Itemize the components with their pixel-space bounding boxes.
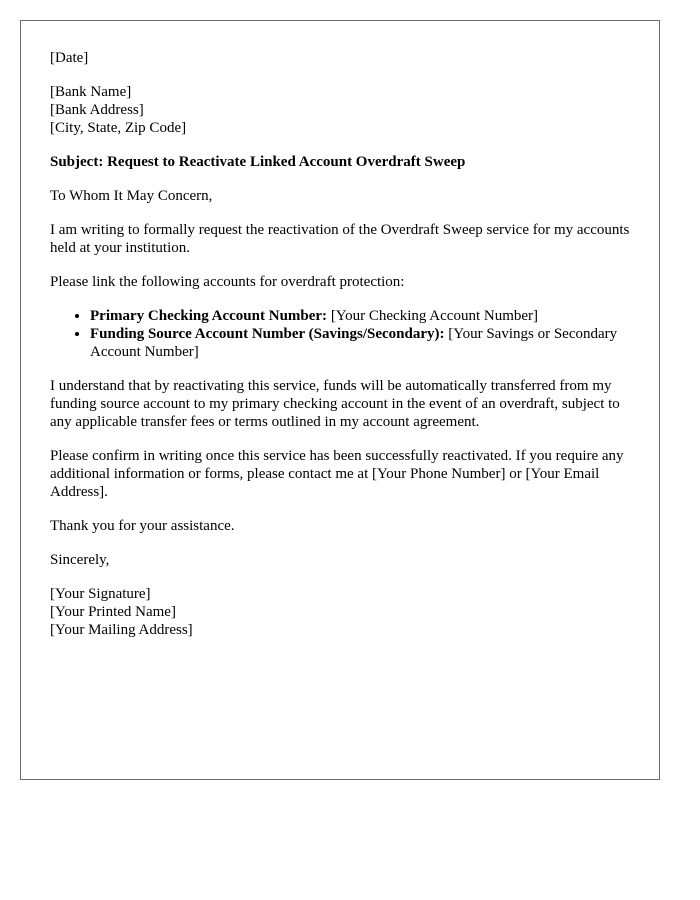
account-label-funding: Funding Source Account Number (Savings/Secondary): [90, 326, 445, 342]
salutation: To Whom It May Concern, [50, 188, 213, 204]
paragraph-request: I am writing to formally request the reactivation of the Overdraft Sweep service for my accounts held at your institution. [50, 222, 630, 256]
account-list [50, 307, 642, 361]
bank-name: [Bank Name] [50, 84, 132, 100]
paragraph-thanks: Thank you for your assistance. [50, 518, 235, 534]
account-value-funding: [Your Savings or Secondary Account Number] [90, 326, 618, 360]
signature-line: [Your Signature] [50, 586, 151, 602]
bank-address: [Bank Address] [50, 102, 144, 118]
account-label-checking: Primary Checking Account Number: [90, 308, 328, 324]
mailing-address: [Your Mailing Address] [50, 622, 193, 638]
bank-city-state-zip: [City, State, Zip Code] [50, 120, 187, 136]
closing: Sincerely, [50, 552, 110, 568]
printed-name: [Your Printed Name] [50, 604, 176, 620]
letter-subject: Subject: Request to Reactivate Linked Account Overdraft Sweep [50, 154, 466, 170]
letter-page [20, 20, 660, 780]
paragraph-confirmation: Please confirm in writing once this service has been successfully reactivated. If you require any additional information or forms, please contact me at [Your Phone Number] or [Your Email Address]. [50, 448, 624, 500]
account-value-checking: [Your Checking Account Number] [327, 308, 539, 324]
paragraph-link-accounts: Please link the following accounts for overdraft protection: [50, 274, 405, 290]
letter-body [50, 49, 642, 639]
paragraph-understanding: I understand that by reactivating this service, funds will be automatically transferred from my funding source account to my primary checking account in the event of an overdraft, subject to any applicable transfer fees or terms outlined in my account agreement. [50, 378, 620, 430]
list-item [90, 325, 642, 361]
recipient-address [50, 83, 642, 137]
signature-block [50, 585, 642, 639]
letter-date: [Date] [50, 50, 89, 66]
list-item [90, 307, 642, 325]
